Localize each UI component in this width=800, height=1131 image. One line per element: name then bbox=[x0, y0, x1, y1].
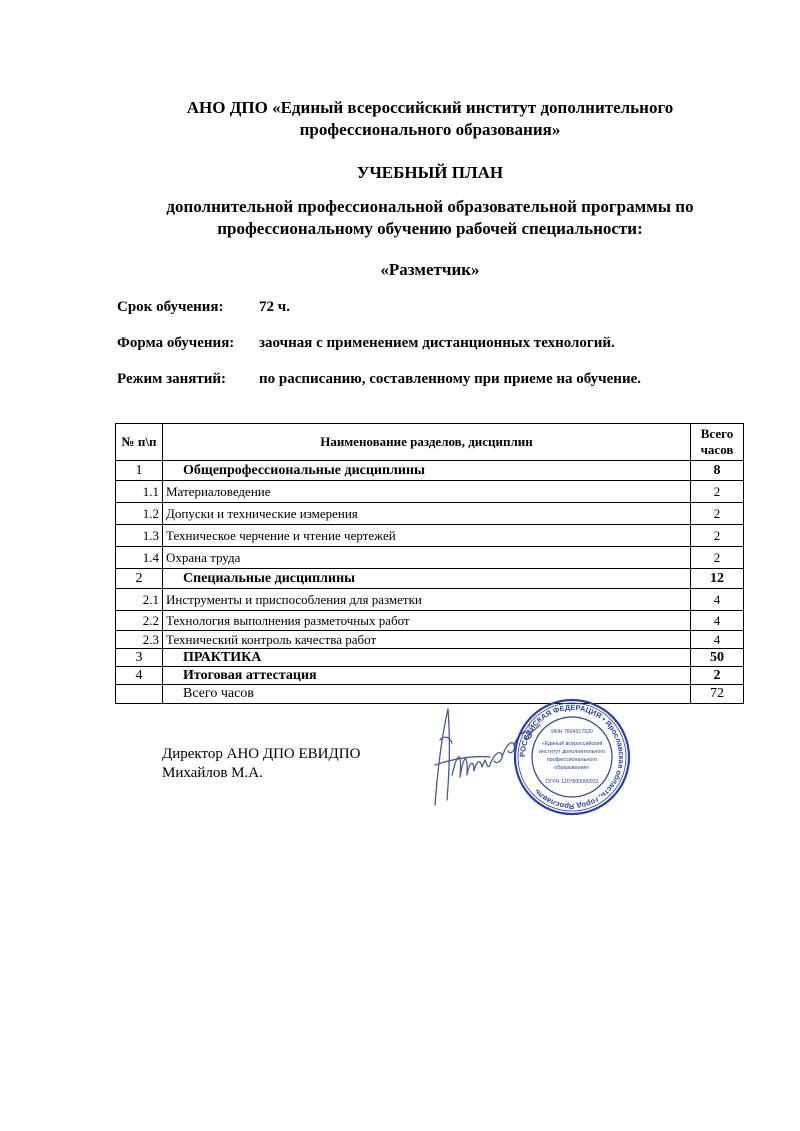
table-row bbox=[116, 611, 744, 631]
program-description-line2: профессиональному обучению рабочей специальности: bbox=[217, 219, 643, 238]
column-header-number: № п\п bbox=[116, 424, 163, 461]
row-number: 2 bbox=[116, 569, 163, 589]
organization-name-line2: профессионального образования» bbox=[299, 120, 561, 139]
document-title: УЧЕБНЫЙ ПЛАН bbox=[356, 163, 504, 182]
total-hours: 72 bbox=[691, 685, 744, 704]
row-number: 3 bbox=[116, 649, 163, 667]
organization-stamp bbox=[512, 697, 632, 817]
table-row bbox=[116, 667, 744, 685]
term-label: Срок обучения: bbox=[117, 299, 224, 315]
row-number: 2.2 bbox=[116, 611, 163, 631]
row-name: Охрана труда bbox=[163, 547, 691, 569]
signatory-name: Михайлов М.А. bbox=[162, 765, 263, 781]
row-name: Материаловедение bbox=[163, 481, 691, 503]
table-row bbox=[116, 589, 744, 611]
table-header-row bbox=[116, 424, 744, 461]
column-header-name: Наименование разделов, дисциплин bbox=[163, 424, 691, 461]
stamp-line4: образования» bbox=[554, 765, 590, 771]
stamp-line3: профессионального bbox=[546, 757, 598, 763]
row-name: Специальные дисциплины bbox=[163, 569, 691, 589]
row-number: 2.1 bbox=[116, 589, 163, 611]
row-number: 1.3 bbox=[116, 525, 163, 547]
row-hours: 4 bbox=[691, 589, 744, 611]
term-value: 72 ч. bbox=[259, 299, 290, 315]
row-hours: 2 bbox=[691, 547, 744, 569]
row-hours: 12 bbox=[691, 569, 744, 589]
total-label: Всего часов bbox=[163, 685, 691, 704]
row-number: 2.3 bbox=[116, 631, 163, 649]
total-empty-cell bbox=[116, 685, 163, 704]
table-row bbox=[116, 631, 744, 649]
row-number: 1.2 bbox=[116, 503, 163, 525]
row-number: 1.4 bbox=[116, 547, 163, 569]
row-name: Итоговая аттестация bbox=[163, 667, 691, 685]
table-row bbox=[116, 503, 744, 525]
row-hours: 2 bbox=[691, 503, 744, 525]
row-hours: 8 bbox=[691, 461, 744, 481]
table-row bbox=[116, 547, 744, 569]
stamp-line2: институт дополнительного bbox=[538, 749, 606, 755]
column-header-hours: Всего часов bbox=[691, 424, 744, 461]
row-hours: 4 bbox=[691, 611, 744, 631]
form-label: Форма обучения: bbox=[117, 335, 235, 351]
table-row bbox=[116, 649, 744, 667]
row-hours: 2 bbox=[691, 667, 744, 685]
program-description-line1: дополнительной профессиональной образовательной программы по bbox=[166, 197, 694, 216]
form-value: заочная с применением дистанционных технологий. bbox=[259, 335, 615, 351]
row-name: Технология выполнения разметочных работ bbox=[163, 611, 691, 631]
row-name: Технический контроль качества работ bbox=[163, 631, 691, 649]
row-hours: 2 bbox=[691, 525, 744, 547]
mode-value: по расписанию, составленному при приеме на обучение. bbox=[259, 371, 641, 387]
row-name: ПРАКТИКА bbox=[163, 649, 691, 667]
table-row bbox=[116, 569, 744, 589]
table-row bbox=[116, 461, 744, 481]
organization-name-line1: АНО ДПО «Единый всероссийский институт дополнительного bbox=[186, 98, 674, 117]
table-row bbox=[116, 481, 744, 503]
row-name: Техническое черчение и чтение чертежей bbox=[163, 525, 691, 547]
row-hours: 50 bbox=[691, 649, 744, 667]
row-name: Инструменты и приспособления для разметки bbox=[163, 589, 691, 611]
stamp-ogrn: ОГРН 1207600000932 bbox=[545, 779, 599, 785]
row-number: 1 bbox=[116, 461, 163, 481]
stamp-inn: ИНН 7604317920 bbox=[551, 729, 593, 735]
stamp-ring-text: РОССИЙСКАЯ ФЕДЕРАЦИЯ • Ярославская область, город Ярославль bbox=[517, 702, 627, 812]
row-number: 1.1 bbox=[116, 481, 163, 503]
mode-label: Режим занятий: bbox=[117, 371, 227, 387]
program-name: «Разметчик» bbox=[380, 260, 480, 279]
signatory-title: Директор АНО ДПО ЕВИДПО bbox=[162, 746, 361, 762]
table-row bbox=[116, 525, 744, 547]
row-hours: 2 bbox=[691, 481, 744, 503]
row-name: Допуски и технические измерения bbox=[163, 503, 691, 525]
row-name: Общепрофессиональные дисциплины bbox=[163, 461, 691, 481]
curriculum-table bbox=[115, 423, 744, 704]
row-hours: 4 bbox=[691, 631, 744, 649]
stamp-line1: «Единый всероссийский bbox=[541, 741, 603, 747]
row-number: 4 bbox=[116, 667, 163, 685]
table-total-row bbox=[116, 685, 744, 704]
